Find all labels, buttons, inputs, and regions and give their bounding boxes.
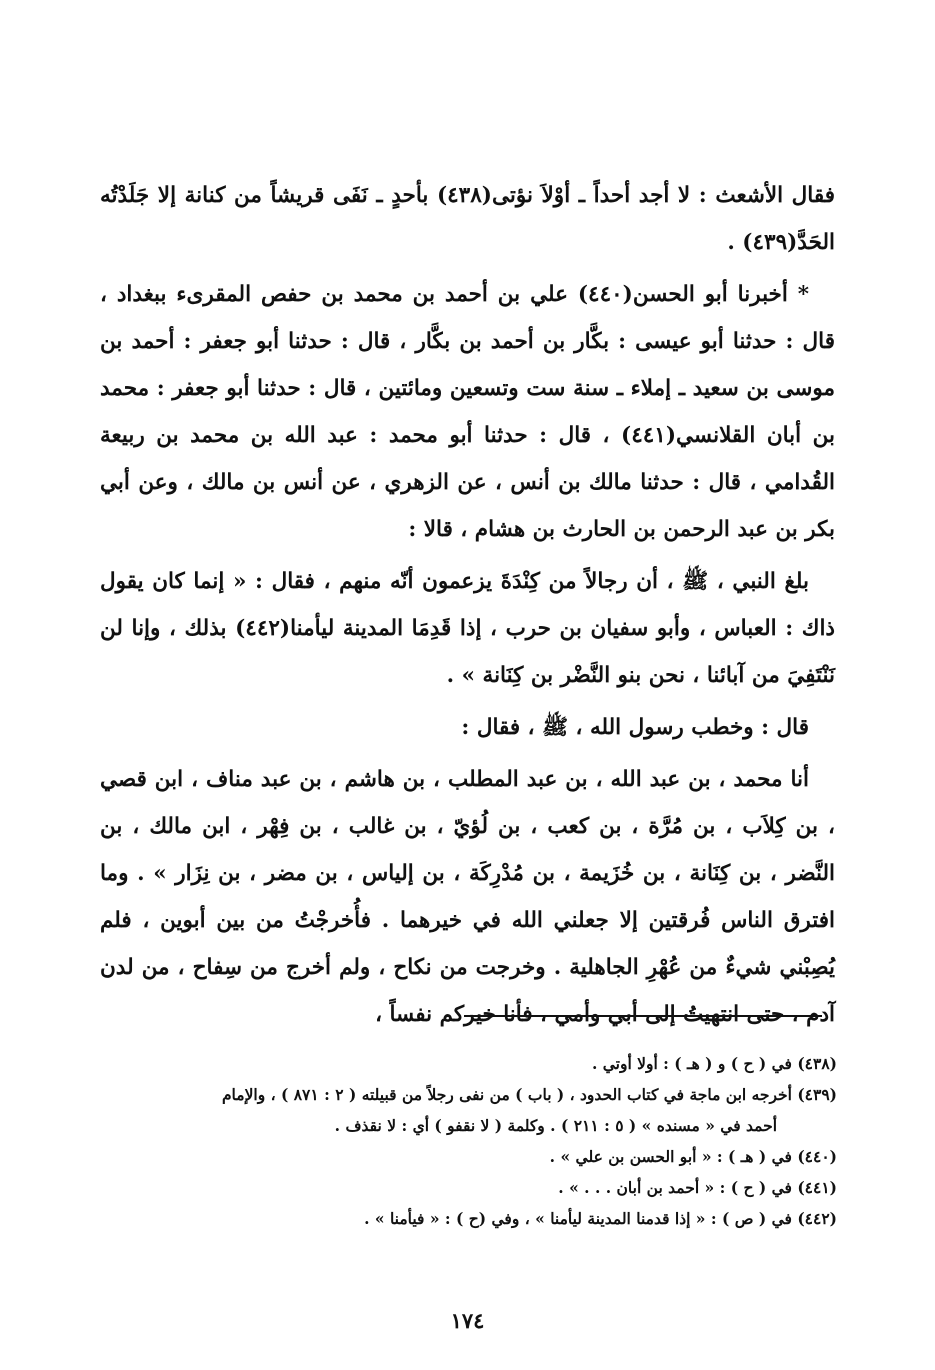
footnote-439: (٤٣٩) أخرجه ابن ماجة في كتاب الحدود ، ( باب ) من نفى رجلاً من قبيلته ( ٢ : ٨٧١ ) ، والإمام xyxy=(221,1085,837,1104)
main-text xyxy=(100,172,835,1043)
footnote-442: (٤٤٢) في ( ص ) : « إذا قدمنا المدينة ليأمنا » ، وفي (ح ) : « فيأمنا » . xyxy=(364,1209,837,1228)
footnote-439-continued: أحمد في « مسنده » ( ٥ : ٢١١ ) . وكلمة ( لا نقفو ) أي : لا نقذف . xyxy=(334,1116,777,1135)
paragraph-kinda-claim: بلغ النبي ، ﷺ ، أن رجالاً من كِنْدَةَ يزعمون أنّه منهم ، فقال : « إنما كان يقول ذاك : العباس ، وأبو سفيان بن حرب ، إذا قَدِمَا المدينة ليأمنا(٤٤٢) بذلك ، وإنا لن نَنْتَفِيَ من آبائنا ، نحن بنو النَّضْر بن كِنَانة » . xyxy=(100,569,835,688)
footnote-441: (٤٤١) في ( ح ) : « أحمد بن أبان . . . » . xyxy=(558,1178,837,1197)
footnotes xyxy=(92,1048,837,1234)
footnote-440: (٤٤٠) في ( هـ ) : « أبو الحسن بن علي » . xyxy=(549,1147,837,1166)
page-number: ١٧٤ xyxy=(450,1308,485,1333)
paragraph-lineage: أنا محمد ، بن عبد الله ، بن عبد المطلب ، بن هاشم ، بن عبد مناف ، ابن قصي ، بن كِلاَب ، بن مُرَّة ، بن كعب ، بن لُؤيّ ، بن غالب ، بن فِهْر ، ابن مالك ، بن النَّضر ، بن كِنَانة ، بن خُزَيمة ، بن مُدْرِكَة ، بن إلياس ، بن مضر ، بن نِزَار » . وما افترق الناس فُرقتين إلا جعلني الله في خيرهما . فأُخرجْتُ من بين أبوين ، فلم يُصِبْني شيءٌ من عُهْرِ الجاهلية . وخرجت من نكاح ، ولم أخرج من سِفاح ، من لدن آدم ، حتى انتهيتُ إلى أبي وأمي ، فأنا خيركم نفساً ، xyxy=(100,767,835,1027)
paragraph-ashath-quote: فقال الأشعث : لا أجد أحداً ـ أوْلاَ نؤتى(٤٣٨) بأحدٍ ـ نَفَى قريشاً من كنانة إلا جَلَدْتُه الحَدَّ(٤٣٩) . xyxy=(100,183,835,255)
paragraph-sermon-intro: قال : وخطب رسول الله ، ﷺ ، فقال : xyxy=(461,715,809,740)
paragraph-isnad: * أخبرنا أبو الحسن(٤٤٠) علي بن أحمد بن محمد بن حفص المقرىء ببغداد ، قال : حدثنا أبو عيسى : بكَّار بن أحمد بن بكَّار ، قال : حدثنا أبو جعفر : أحمد بن موسى بن سعيد ـ إملاء ـ سنة ست وتسعين ومائتين ، قال : حدثنا أبو جعفر : محمد بن أبان القلانسي(٤٤١) ، قال : حدثنا أبو محمد : عبد الله بن محمد بن ربيعة القُدامي ، قال : حدثنا مالك بن أنس ، عن الزهري ، عن أنس بن مالك ، وعن أبي بكر بن عبد الرحمن بن الحارث بن هشام ، قالا : xyxy=(100,282,835,542)
footnote-438: (٤٣٨) في ( ح ) و ( هـ ) : أولا أوتي . xyxy=(591,1054,837,1073)
footnote-divider xyxy=(464,1015,822,1017)
